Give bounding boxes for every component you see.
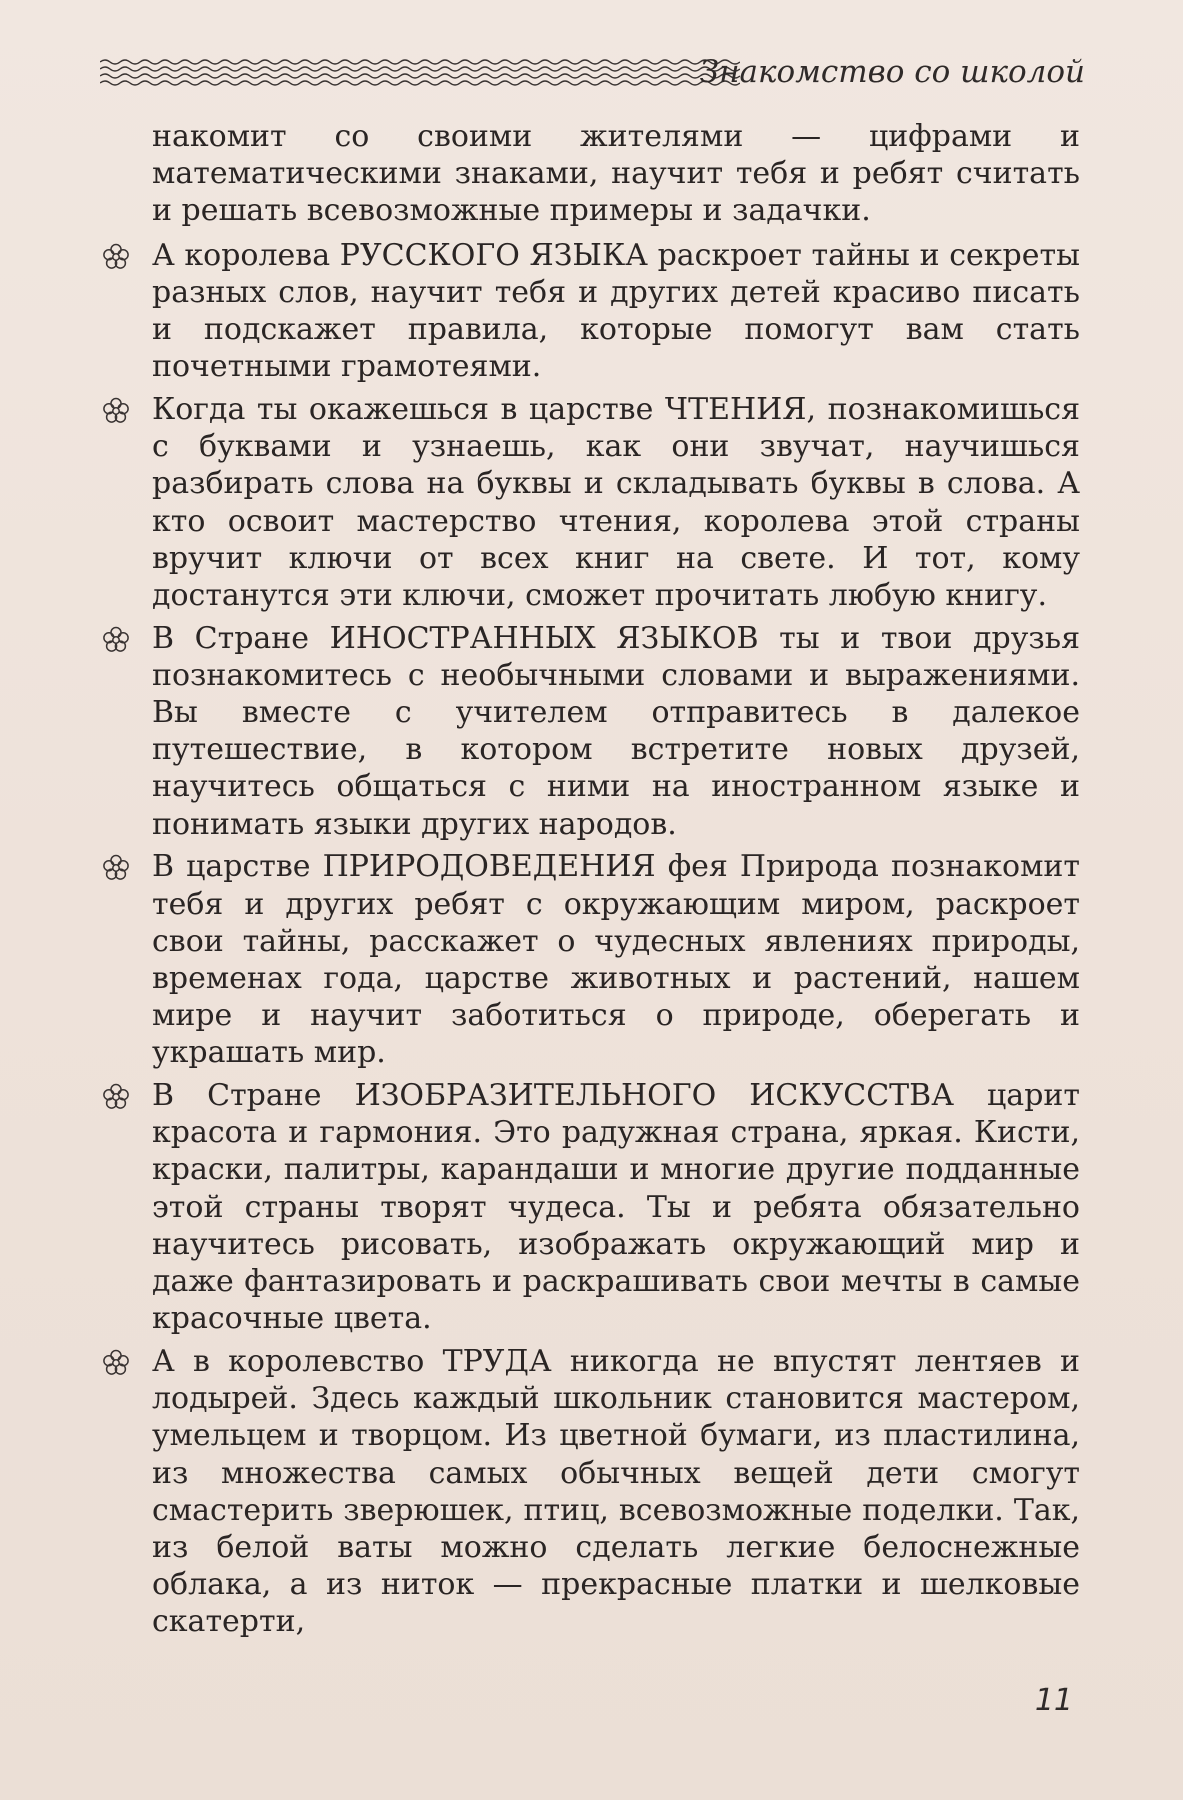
bullet-paragraph	[100, 1343, 1080, 1641]
bullet-paragraph	[100, 237, 1080, 386]
paragraph-text: В Стране ИНОСТРАННЫХ ЯЗЫКОВ ты и твои друзья познакомитесь с необычными словами и выражениями. Вы вместе с учителем отправитесь в далекое путешествие, в котором встретите новых друзей, научитесь общаться с ними на иностранном языке и понимать языки других народов.	[152, 620, 1080, 842]
page-number: 11	[1034, 1683, 1073, 1718]
body-text	[100, 118, 1080, 1646]
flower-bullet-icon	[102, 1349, 130, 1377]
flower-bullet-icon	[102, 397, 130, 425]
paragraph-text: Когда ты окажешься в царстве ЧТЕНИЯ, познакомишься с буквами и узнаешь, как они звучат, научишься разбирать слова на буквы и складывать буквы в слова. А кто освоит мастерство чтения, королева этой страны вручит ключи от всех книг на свете. И тот, кому достанутся эти ключи, сможет прочитать любую книгу.	[152, 391, 1080, 613]
paragraph	[100, 118, 1080, 230]
flower-bullet-icon	[102, 1083, 130, 1111]
flower-bullet-icon	[102, 854, 130, 882]
paragraph-text: В царстве ПРИРОДОВЕДЕНИЯ фея Природа познакомит тебя и других ребят с окружающим миром, раскроет свои тайны, расскажет о чудесных явлениях природы, временах года, царстве животных и растений, нашем мире и научит заботиться о природе, оберегать и украшать мир.	[152, 849, 1080, 1071]
paragraph-text: А в королевство ТРУДА никогда не впустят лентяев и лодырей. Здесь каждый школьник становится мастером, умельцем и творцом. Из цветной бумаги, из пластилина, из множества самых обычных вещей дети смогут смастерить зверюшек, птиц, всевозможные поделки. Так, из белой ваты можно сделать легкие белоснежные облака, а из ниток — прекрасные платки и шелковые скатерти,	[152, 1344, 1080, 1640]
bullet-paragraph	[100, 391, 1080, 614]
wave-lines-ornament-icon	[100, 56, 740, 90]
paragraph-text: накомит со своими жителями — цифрами и математическими знаками, научит тебя и ребят считать и решать всевозможные примеры и задачки.	[152, 119, 1080, 229]
paragraph-text: В Стране ИЗОБРАЗИТЕЛЬНОГО ИСКУССТВА царит красота и гармония. Это радужная страна, яркая. Кисти, краски, палитры, карандаши и многие другие подданные этой страны творят чудеса. Ты и ребята обязательно научитесь рисовать, изображать окружающий мир и даже фантазировать и раскрашивать свои мечты в самые красочные цвета.	[152, 1078, 1080, 1337]
bullet-paragraph	[100, 620, 1080, 843]
paragraph-text: А королева РУССКОГО ЯЗЫКА раскроет тайны и секреты разных слов, научит тебя и других детей красиво писать и подскажет правила, которые помогут вам стать почетными грамотеями.	[152, 237, 1080, 385]
bullet-paragraph	[100, 848, 1080, 1071]
running-head-title: Знакомство со школой	[699, 54, 1085, 90]
bullet-paragraph	[100, 1077, 1080, 1337]
flower-bullet-icon	[102, 626, 130, 654]
running-head	[100, 52, 1085, 96]
flower-bullet-icon	[102, 243, 130, 271]
